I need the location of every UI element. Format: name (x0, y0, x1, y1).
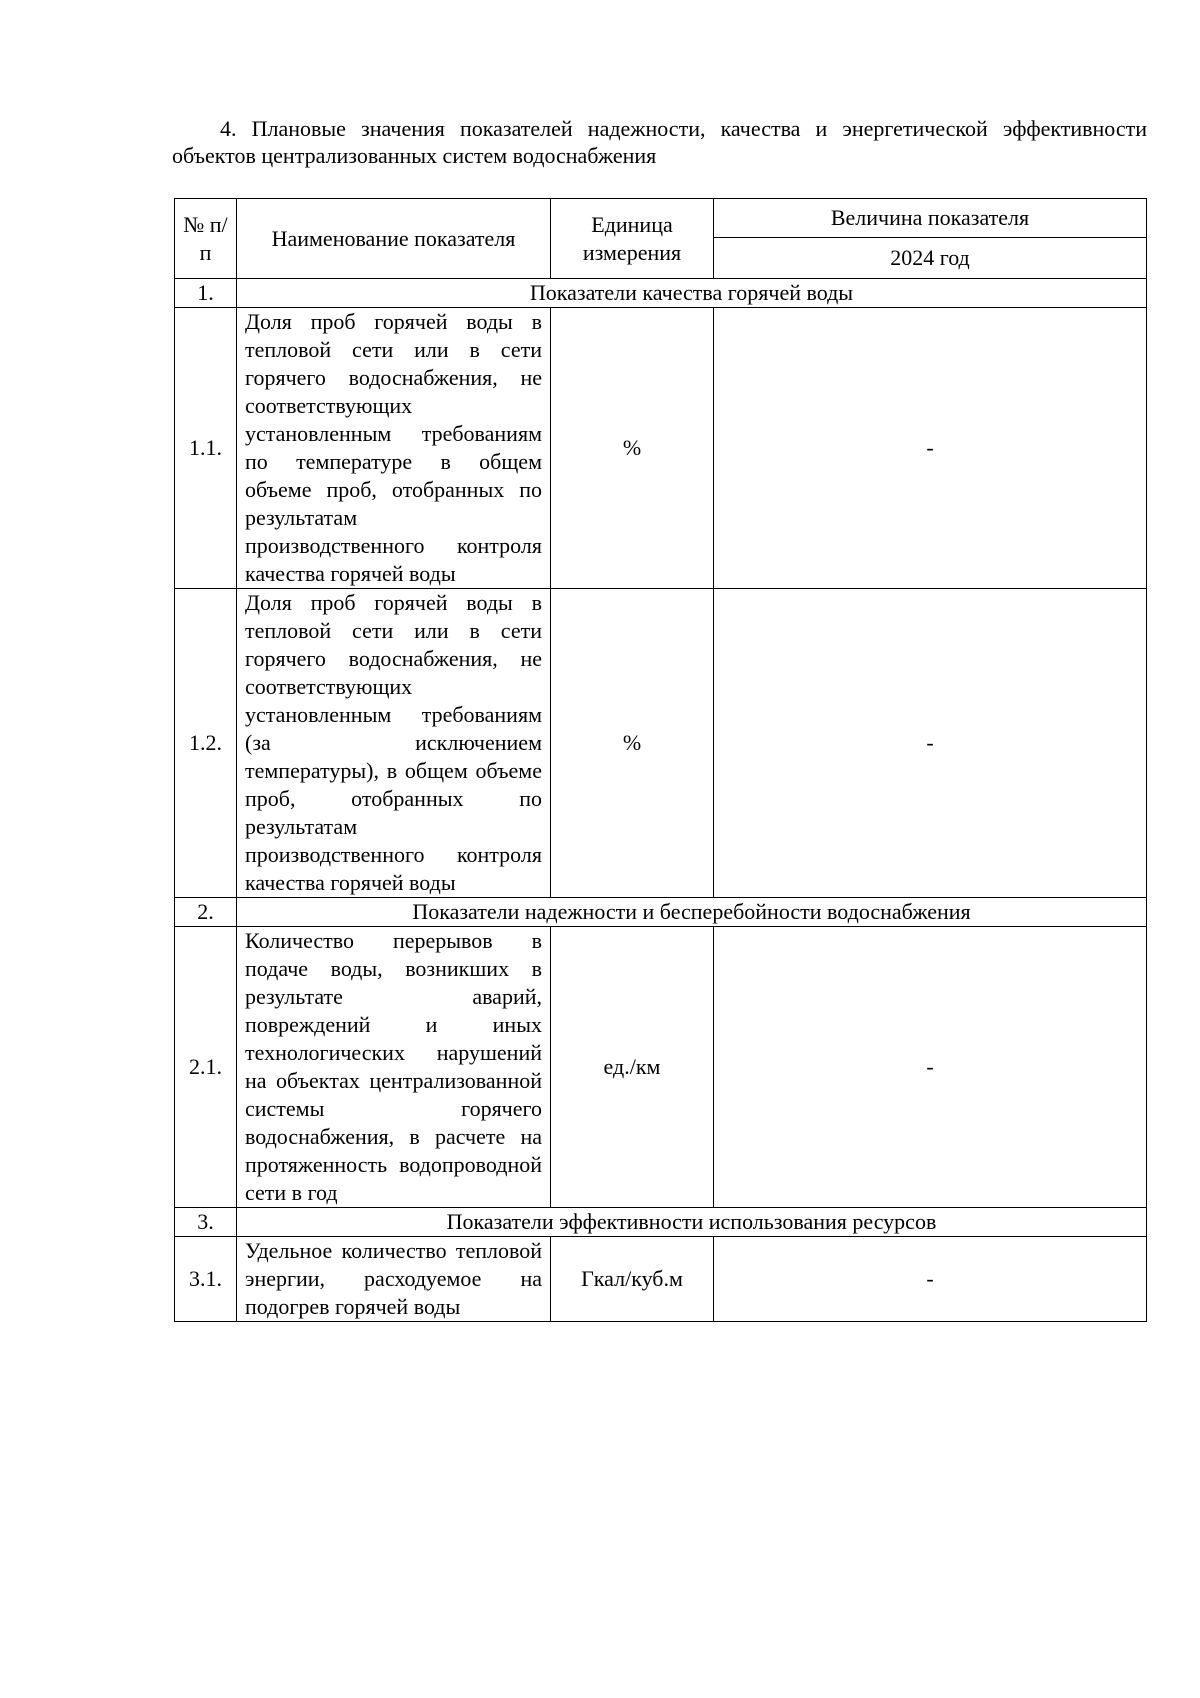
table-body (175, 279, 1147, 1322)
header-unit: Единица измерения (551, 199, 714, 279)
indicator-value: - (714, 308, 1147, 589)
section-title: Показатели надежности и бесперебойности водоснабжения (237, 898, 1147, 927)
table-row (175, 308, 1147, 589)
header-value-group: Величина показателя (714, 199, 1147, 238)
header-name: Наименование показателя (237, 199, 551, 279)
section-row (175, 279, 1147, 308)
indicator-unit: % (551, 308, 714, 589)
indicator-value: - (714, 1237, 1147, 1322)
row-number: 1.1. (175, 308, 237, 589)
indicator-value: - (714, 927, 1147, 1208)
heading-number: 4. (220, 116, 237, 141)
table-row (175, 1237, 1147, 1322)
section-row (175, 1208, 1147, 1237)
indicator-value: - (714, 589, 1147, 898)
indicator-unit: Гкал/куб.м (551, 1237, 714, 1322)
indicator-unit: % (551, 589, 714, 898)
section-number: 2. (175, 898, 237, 927)
section-title: Показатели качества горячей воды (237, 279, 1147, 308)
row-number: 3.1. (175, 1237, 237, 1322)
table-row (175, 589, 1147, 898)
heading-text: Плановые значения показателей надежности, качества и энергетической эффективности объектов централизованных систем водоснабжения (172, 116, 1147, 168)
indicator-name: Доля проб горячей воды в тепловой сети или в сети горячего водоснабжения, не соответствующих установленным требованиям (за исключением температуры), в общем объеме проб, отобранных по результатам производственного контроля качества горячей воды (237, 589, 551, 898)
section-heading (172, 115, 1147, 169)
indicators-table (174, 198, 1147, 1322)
section-number: 1. (175, 279, 237, 308)
indicator-name: Доля проб горячей воды в тепловой сети или в сети горячего водоснабжения, не соответствующих установленным требованиям по температуре в общем объеме проб, отобранных по результатам производственного контроля качества горячей воды (237, 308, 551, 589)
section-title: Показатели эффективности использования ресурсов (237, 1208, 1147, 1237)
header-year: 2024 год (714, 238, 1147, 279)
indicator-name: Количество перерывов в подаче воды, возникших в результате аварий, повреждений и иных технологических нарушений на объектах централизованной системы горячего водоснабжения, в расчете на протяженность водопроводной сети в год (237, 927, 551, 1208)
table-header-row (175, 199, 1147, 238)
indicator-name: Удельное количество тепловой энергии, расходуемое на подогрев горячей воды (237, 1237, 551, 1322)
header-num: № п/п (175, 199, 237, 279)
row-number: 2.1. (175, 927, 237, 1208)
section-number: 3. (175, 1208, 237, 1237)
table-row (175, 927, 1147, 1208)
section-row (175, 898, 1147, 927)
indicator-unit: ед./км (551, 927, 714, 1208)
row-number: 1.2. (175, 589, 237, 898)
